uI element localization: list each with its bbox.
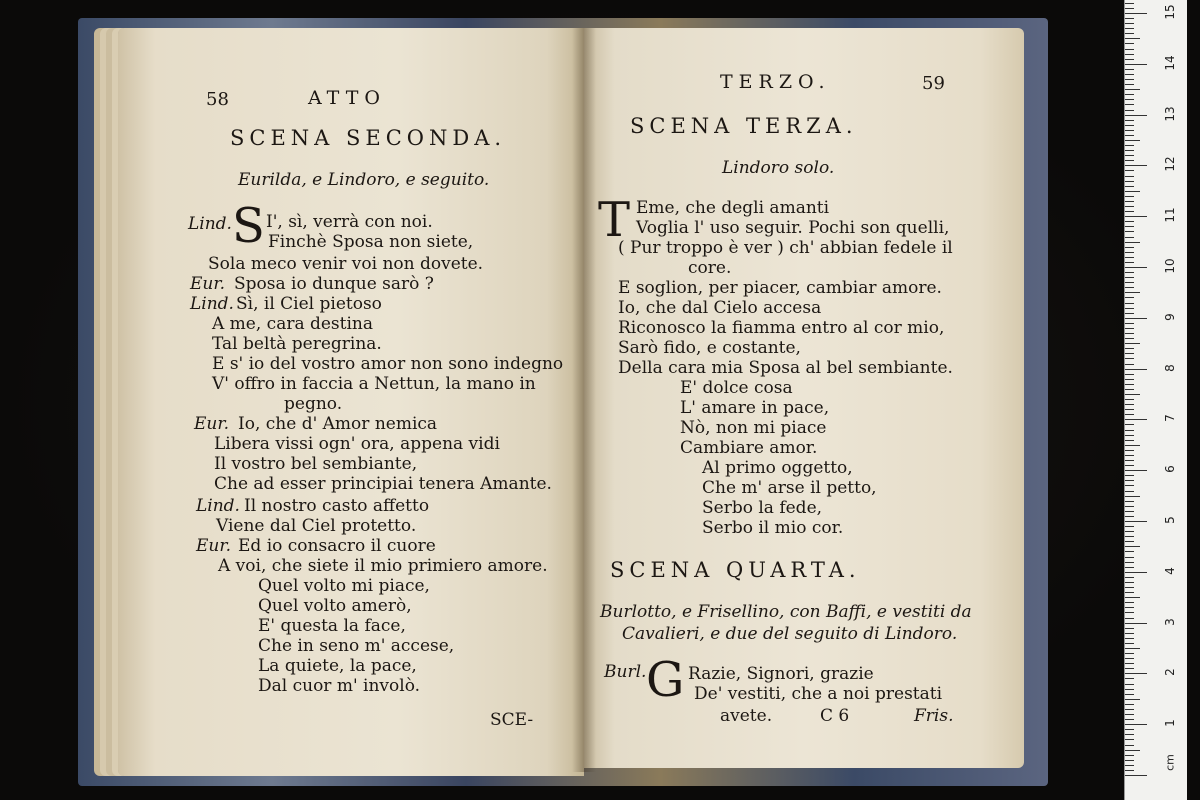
ruler-tick [1125,414,1134,415]
ruler-tick [1125,704,1134,705]
ruler-label: 4 [1163,566,1177,575]
ruler-label: 6 [1163,465,1177,474]
ruler-tick [1125,658,1134,659]
ruler-tick [1125,74,1134,75]
ruler-tick [1125,465,1134,466]
ruler-tick [1125,104,1134,105]
speaker-label: Lind. [190,294,234,314]
ruler-tick [1125,313,1134,314]
ruler-tick [1125,125,1134,126]
ruler-label: 3 [1163,617,1177,626]
ruler-tick [1125,155,1134,156]
ruler-tick [1125,709,1134,710]
ruler-tick [1125,8,1134,9]
ruler-tick [1125,409,1134,410]
ruler-tick [1125,338,1134,339]
text-line: De' vestiti, che a noi prestati [694,684,943,704]
speaker-label: Burl. [604,662,647,682]
ruler-tick [1125,384,1134,385]
ruler-tick [1125,734,1134,735]
ruler-tick [1125,684,1134,685]
text-line: I', sì, verrà con noi. [266,212,433,232]
ruler-tick [1125,597,1140,598]
text-line: Al primo oggetto, [702,458,853,478]
ruler-tick [1125,140,1140,141]
ruler-tick [1125,43,1134,44]
ruler-tick [1125,292,1140,293]
scene-title: SCENA TERZA. [630,114,858,138]
ruler-tick [1125,760,1134,761]
ruler-tick [1125,750,1140,751]
ruler-label: 11 [1163,207,1177,223]
text-line: Serbo il mio cor. [702,518,844,538]
ruler-label: 13 [1163,105,1177,122]
ruler-tick [1125,389,1134,390]
ruler-tick [1125,369,1147,370]
ruler-tick [1125,160,1134,161]
ruler-tick [1125,181,1134,182]
ruler-tick [1125,607,1134,608]
ruler-tick [1125,745,1134,746]
text-line: Tal beltà peregrina. [212,334,382,354]
ruler-tick [1125,303,1134,304]
ruler-tick [1125,206,1134,207]
scene-title: SCENA SECONDA. [230,126,507,150]
ruler-tick [1125,379,1134,380]
ruler-tick [1125,628,1134,629]
ruler-tick [1125,648,1140,649]
ruler-tick [1125,115,1147,116]
ruler-tick [1125,13,1147,14]
text-line: Serbo la fede, [702,498,823,518]
ruler-tick [1125,714,1134,715]
book-gutter [572,28,596,772]
ruler-tick [1125,54,1134,55]
ruler-tick [1125,689,1134,690]
ruler-tick [1125,33,1134,34]
ruler-tick [1125,668,1134,669]
text-line: Che m' arse il petto, [702,478,877,498]
text-line: Quel volto mi piace, [258,576,430,596]
ruler-tick [1125,394,1140,395]
ruler-tick [1125,577,1134,578]
text-line: La quiete, la pace, [258,656,417,676]
ruler-tick [1125,440,1134,441]
text-line: pegno. [284,394,343,414]
ruler-tick [1125,28,1134,29]
ruler-tick [1125,638,1134,639]
text-line: Sposa io dunque sarò ? [234,274,434,294]
ruler-tick [1125,89,1140,90]
ruler-tick [1125,297,1134,298]
ruler-label: 5 [1163,516,1177,524]
page-number: 59 [922,73,945,94]
text-line: avete. [720,706,773,726]
ruler-tick [1125,531,1134,532]
text-line: Cambiare amor. [680,438,818,458]
ruler-label: 9 [1163,312,1177,321]
text-line: Della cara mia Sposa al bel sembiante. [618,358,953,378]
ruler-tick [1125,374,1134,375]
text-line: Sì, il Ciel pietoso [236,294,382,314]
ruler-tick [1125,23,1134,24]
text-line: A voi, che siete il mio primiero amore. [218,556,548,576]
text-line: Libera vissi ogn' ora, appena vidi [214,434,500,454]
ruler-tick [1125,633,1134,634]
ruler-tick [1125,282,1134,283]
ruler-tick [1125,277,1134,278]
ruler-tick [1125,485,1134,486]
ruler-tick [1125,79,1134,80]
character-list: Lindoro solo. [722,158,835,178]
ruler-tick [1125,770,1134,771]
measuring-ruler [1124,0,1187,800]
ruler-tick [1125,719,1134,720]
ruler-tick [1125,130,1134,131]
ruler-tick [1125,242,1140,243]
ruler-tick [1125,170,1134,171]
ruler-unit: cm [1163,754,1177,771]
ruler-tick [1125,247,1134,248]
ruler-tick [1125,557,1134,558]
ruler-tick [1125,364,1134,365]
text-line: Eme, che degli amanti [636,198,830,218]
ruler-tick [1125,150,1134,151]
ruler-tick [1125,424,1134,425]
text-line: E' dolce cosa [680,378,793,398]
ruler-tick [1125,404,1134,405]
ruler-tick [1125,186,1134,187]
ruler-tick [1125,623,1147,624]
text-line: Voglia l' uso seguir. Pochi son quelli, [636,218,950,238]
character-list: Eurilda, e Lindoro, e seguito. [238,170,490,190]
text-line: A me, cara destina [212,314,374,334]
text-line: Io, che d' Amor nemica [238,414,438,434]
ruler-label: 12 [1163,156,1177,173]
ruler-tick [1125,216,1147,217]
ruler-tick [1125,145,1134,146]
ruler-tick [1125,343,1140,344]
text-line: core. [688,258,732,278]
text-line: Che in seno m' accese, [258,636,455,656]
ruler-tick [1125,38,1140,39]
ruler-tick [1125,64,1147,65]
ruler-tick [1125,506,1134,507]
ruler-tick [1125,59,1134,60]
ruler-label: 15 [1163,4,1177,20]
ruler-tick [1125,526,1134,527]
right-page [584,28,1024,768]
ruler-tick [1125,699,1140,700]
running-head: TERZO. [720,71,831,93]
page-number: 58 [206,89,229,110]
ruler-tick [1125,84,1134,85]
ruler-tick [1125,323,1134,324]
ruler-tick [1125,480,1134,481]
ruler-tick [1125,318,1147,319]
ruler-tick [1125,399,1134,400]
ruler-label: 2 [1163,668,1177,677]
ruler-tick [1125,191,1140,192]
speaker-label: Eur. [194,414,230,434]
ruler-tick [1125,491,1134,492]
text-line: Che ad esser principiai tenera Amante. [214,474,552,494]
text-line: Razie, Signori, grazie [688,664,874,684]
ruler-tick [1125,582,1134,583]
text-line: L' amare in pace, [680,398,830,418]
ruler-tick [1125,739,1134,740]
ruler-tick [1125,3,1134,4]
ruler-tick [1125,694,1134,695]
text-line: E s' io del vostro amor non sono indegno [212,354,564,374]
drop-cap: S [232,198,265,254]
ruler-tick [1125,496,1140,497]
text-line: Finchè Sposa non siete, [268,232,474,252]
ruler-tick [1125,562,1134,563]
ruler-tick [1125,592,1134,593]
ruler-tick [1125,602,1134,603]
ruler-tick [1125,470,1147,471]
text-line: Riconosco la fiamma entro al cor mio, [618,318,945,338]
ruler-label: 14 [1163,55,1177,71]
left-page [118,28,584,776]
text-line: Sola meco venir voi non dovete. [208,254,484,274]
ruler-tick [1125,541,1134,542]
ruler-tick [1125,221,1134,222]
signature-mark: C 6 [820,706,850,726]
ruler-tick [1125,587,1134,588]
text-line: E' questa la face, [258,616,406,636]
ruler-tick [1125,445,1140,446]
ruler-tick [1125,755,1134,756]
ruler-tick [1125,333,1134,334]
running-head: ATTO [308,87,386,109]
text-line: Nò, non mi piace [680,418,827,438]
catchword: Fris. [914,706,954,726]
ruler-tick [1125,567,1134,568]
text-line: Il nostro casto affetto [244,496,430,516]
ruler-tick [1125,226,1134,227]
ruler-tick [1125,729,1134,730]
ruler-tick [1125,94,1134,95]
scene-title-2: SCENA QUARTA. [610,558,861,582]
ruler-tick [1125,252,1134,253]
ruler-tick [1125,430,1134,431]
speaker-label: Eur. [190,274,226,294]
ruler-tick [1125,358,1134,359]
ruler-tick [1125,419,1147,420]
text-line: Quel volto amerò, [258,596,412,616]
speaker-label: Lind. [188,214,232,234]
ruler-tick [1125,237,1134,238]
ruler-tick [1125,765,1134,766]
ruler-tick [1125,135,1134,136]
character-list-2: Burlotto, e Frisellino, con Baffi, e vestiti da [600,602,972,622]
text-line: Dal cuor m' involò. [258,676,421,696]
ruler-tick [1125,110,1134,111]
ruler-tick [1125,272,1134,273]
catchword: SCE- [490,710,534,730]
ruler-tick [1125,176,1134,177]
ruler-tick [1125,612,1134,613]
ruler-tick [1125,643,1134,644]
ruler-tick [1125,536,1134,537]
ruler-tick [1125,328,1134,329]
ruler-label: 7 [1163,414,1177,423]
ruler-label: 10 [1163,258,1177,274]
ruler-tick [1125,546,1140,547]
ruler-tick [1125,211,1134,212]
ruler-tick [1125,287,1134,288]
drop-cap: G [646,652,685,708]
ruler-tick [1125,165,1147,166]
ruler-tick [1125,521,1147,522]
ruler-label: 8 [1163,363,1177,372]
ruler-tick [1125,18,1134,19]
ruler-tick [1125,475,1134,476]
ruler-tick [1125,460,1134,461]
ruler-tick [1125,551,1134,552]
ruler-tick [1125,120,1134,121]
ruler-tick [1125,267,1147,268]
ruler-tick [1125,69,1134,70]
ruler-tick [1125,673,1147,674]
ruler-tick [1125,653,1134,654]
ruler-label: 1 [1163,719,1177,728]
speaker-label: Lind. [196,496,240,516]
ruler-tick [1125,511,1134,512]
ruler-tick [1125,678,1134,679]
text-line: Viene dal Ciel protetto. [216,516,417,536]
ruler-tick [1125,572,1147,573]
text-line: Io, che dal Cielo accesa [618,298,822,318]
ruler-tick [1125,49,1134,50]
character-list-2: Cavalieri, e due del seguito di Lindoro. [622,624,958,644]
text-line: Il vostro bel sembiante, [214,454,418,474]
ruler-tick [1125,435,1134,436]
ruler-tick [1125,516,1134,517]
text-line: Ed io consacro il cuore [238,536,436,556]
ruler-tick [1125,201,1134,202]
ruler-tick [1125,618,1134,619]
ruler-tick [1125,262,1134,263]
ruler-tick [1125,353,1134,354]
ruler-tick [1125,501,1134,502]
ruler-tick [1125,775,1147,776]
ruler-tick [1125,308,1134,309]
text-line: V' offro in faccia a Nettun, la mano in [212,374,536,394]
ruler-tick [1125,99,1134,100]
speaker-label: Eur. [196,536,232,556]
ruler-tick [1125,231,1134,232]
ruler-tick [1125,348,1134,349]
text-line: Sarò fido, e costante, [618,338,801,358]
ruler-tick [1125,450,1134,451]
ruler-tick [1125,196,1134,197]
ruler-tick [1125,455,1134,456]
ruler-tick [1125,724,1147,725]
ruler-tick [1125,257,1134,258]
text-line: ( Pur troppo è ver ) ch' abbian fedele il [618,238,953,258]
ruler-tick [1125,663,1134,664]
text-line: E soglion, per piacer, cambiar amore. [618,278,942,298]
drop-cap: T [598,192,631,248]
